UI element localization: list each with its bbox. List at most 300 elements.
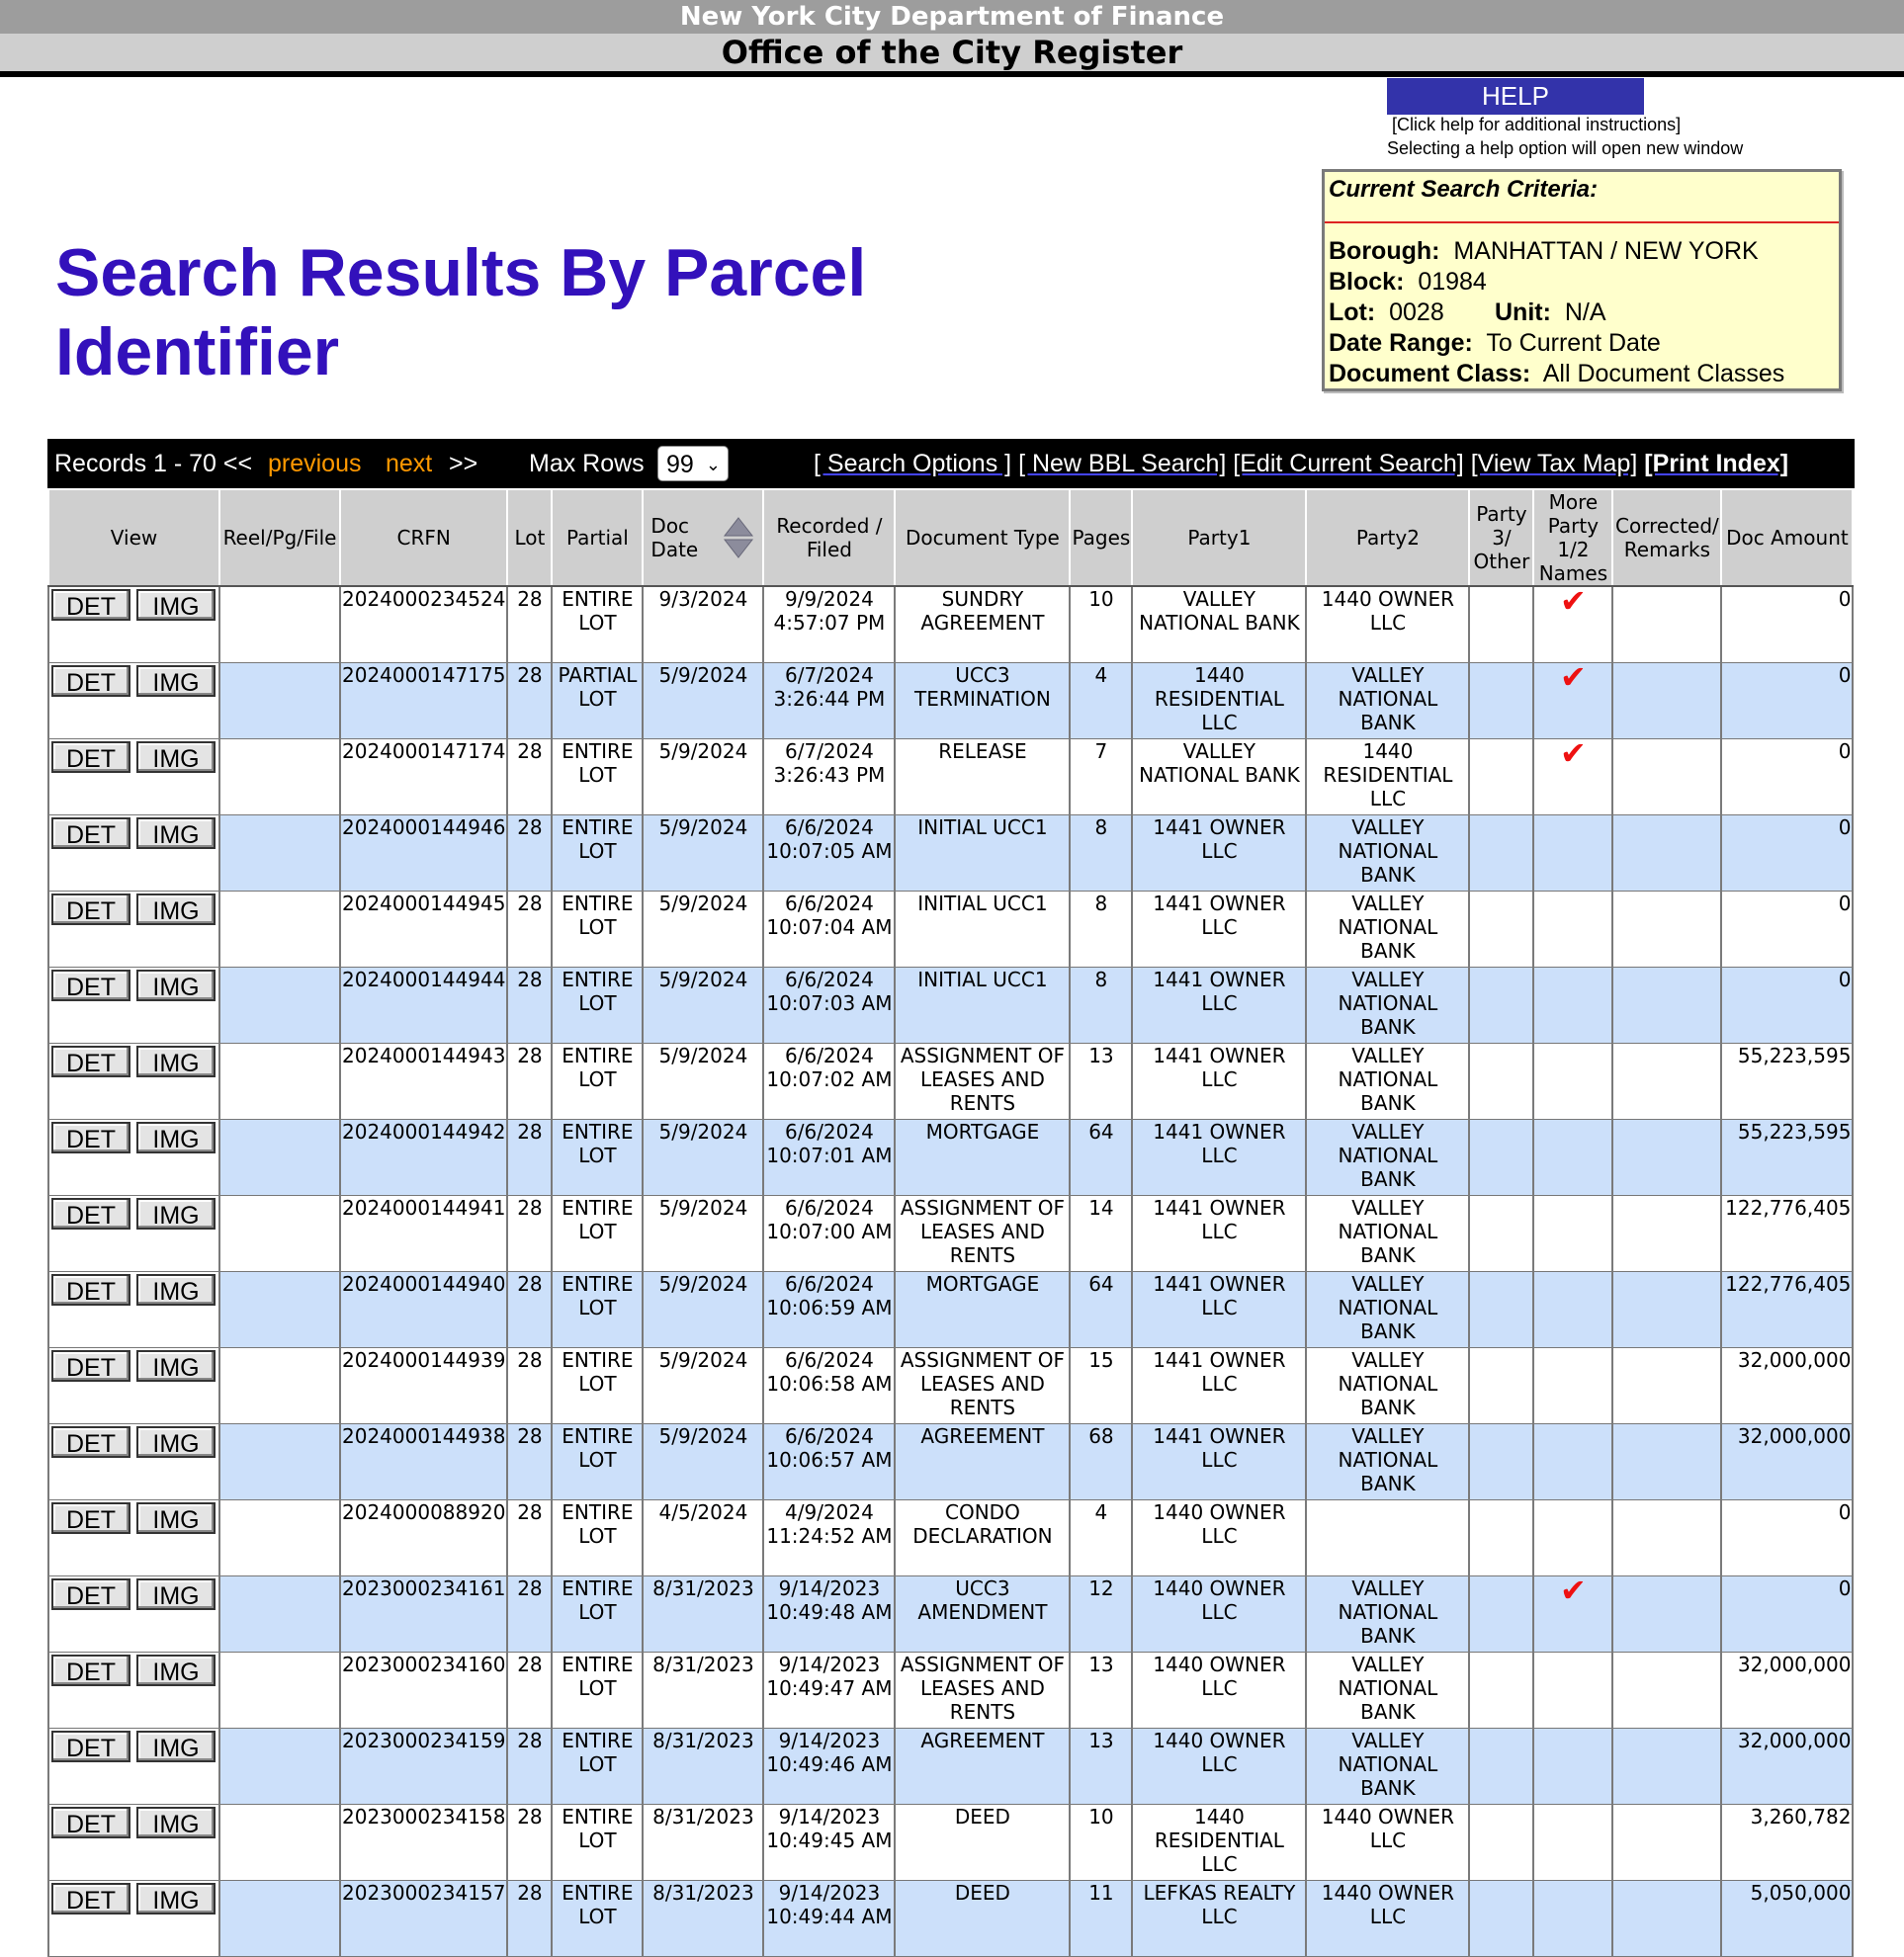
lot-cell: 28 — [507, 1348, 552, 1424]
crfn-cell: 2024000144938 — [340, 1424, 507, 1500]
doc-date-cell: 8/31/2023 — [643, 1881, 763, 1957]
more-party-names-cell — [1533, 658, 1612, 739]
doc-date-cell: 8/31/2023 — [643, 1653, 763, 1729]
party2-cell: 1440 OWNER LLC — [1306, 586, 1469, 663]
document-type-cell: AGREEMENT — [895, 1729, 1070, 1805]
view-cell — [48, 1120, 219, 1196]
header-reel-pg-file: Reel/Pg/File — [219, 489, 340, 586]
party2-cell: 1440 OWNER LLC — [1306, 1805, 1469, 1881]
doc-amount-cell: 0 — [1721, 968, 1853, 1044]
lot-cell: 28 — [507, 586, 552, 663]
next-arrows[interactable]: >> — [449, 450, 478, 477]
lot-cell: 28 — [507, 663, 552, 739]
header-more-party-names: More Party 1/2 Names — [1533, 489, 1612, 586]
table-row — [48, 1881, 1853, 1957]
borough-label: Borough: — [1329, 237, 1440, 265]
more-party-names-cell — [1533, 1120, 1612, 1196]
doc-date-cell: 9/3/2024 — [643, 586, 763, 663]
view-cell — [48, 1348, 219, 1424]
header-party3-other: Party 3/ Other — [1469, 489, 1533, 586]
crfn-cell: 2024000234524 — [340, 586, 507, 663]
doc-amount-cell: 5,050,000 — [1721, 1881, 1853, 1957]
party3-cell — [1469, 1881, 1533, 1957]
lot-cell: 28 — [507, 739, 552, 815]
doc-amount-cell: 0 — [1721, 739, 1853, 815]
document-type-cell: ASSIGNMENT OF LEASES AND RENTS — [895, 1196, 1070, 1272]
search-options-link[interactable]: [ Search Options ] — [814, 450, 1012, 477]
party3-cell — [1469, 1653, 1533, 1729]
document-class-label: Document Class: — [1329, 360, 1531, 387]
document-type-cell: DEED — [895, 1805, 1070, 1881]
criteria-block — [1329, 268, 1487, 297]
img-button[interactable]: IMG — [136, 1198, 216, 1230]
det-button[interactable]: DET — [51, 1426, 130, 1458]
more-party-names-cell — [1533, 1805, 1612, 1881]
corrected-remarks-cell — [1612, 739, 1721, 815]
party2-cell: VALLEY NATIONAL BANK — [1306, 1653, 1469, 1729]
pages-cell: 10 — [1070, 586, 1132, 663]
more-party-names-cell — [1533, 1653, 1612, 1729]
max-rows-label: Max Rows — [529, 450, 645, 477]
view-cell — [48, 1500, 219, 1576]
lot-cell: 28 — [507, 1576, 552, 1653]
doc-date-cell: 5/9/2024 — [643, 1120, 763, 1196]
more-party-names-cell — [1533, 1196, 1612, 1272]
doc-date-cell: 8/31/2023 — [643, 1805, 763, 1881]
document-type-cell: ASSIGNMENT OF LEASES AND RENTS — [895, 1348, 1070, 1424]
next-link[interactable]: next — [386, 450, 433, 477]
recorded-filed-cell: 6/7/2024 3:26:44 PM — [763, 663, 895, 739]
party3-cell — [1469, 1424, 1533, 1500]
max-rows-select[interactable] — [657, 446, 729, 481]
more-party-names-cell — [1533, 734, 1612, 815]
party2-cell: VALLEY NATIONAL BANK — [1306, 1044, 1469, 1120]
party3-cell — [1469, 1196, 1533, 1272]
view-cell — [48, 1653, 219, 1729]
party1-cell: VALLEY NATIONAL BANK — [1132, 739, 1306, 815]
party1-cell: 1441 OWNER LLC — [1132, 968, 1306, 1044]
det-button[interactable]: DET — [51, 1198, 130, 1230]
document-type-cell: UCC3 AMENDMENT — [895, 1576, 1070, 1653]
doc-amount-cell: 122,776,405 — [1721, 1196, 1853, 1272]
borough-value: MANHATTAN / NEW YORK — [1453, 237, 1759, 265]
more-party-names-cell — [1533, 1272, 1612, 1348]
img-button[interactable]: IMG — [136, 1655, 216, 1686]
lot-cell: 28 — [507, 1805, 552, 1881]
det-button[interactable]: DET — [51, 665, 130, 697]
crfn-cell: 2023000234158 — [340, 1805, 507, 1881]
partial-cell: ENTIRE LOT — [552, 1500, 643, 1576]
recorded-filed-cell: 6/6/2024 10:06:57 AM — [763, 1424, 895, 1500]
img-button[interactable]: IMG — [136, 893, 216, 925]
doc-date-cell: 8/31/2023 — [643, 1576, 763, 1653]
corrected-remarks-cell — [1612, 968, 1721, 1044]
det-button[interactable]: DET — [51, 741, 130, 773]
header-party2: Party2 — [1306, 489, 1469, 586]
img-button[interactable]: IMG — [136, 1046, 216, 1077]
corrected-remarks-cell — [1612, 663, 1721, 739]
recorded-filed-cell: 6/6/2024 10:07:02 AM — [763, 1044, 895, 1120]
crfn-cell: 2024000144943 — [340, 1044, 507, 1120]
img-button[interactable]: IMG — [136, 1426, 216, 1458]
party1-cell: 1441 OWNER LLC — [1132, 1044, 1306, 1120]
corrected-remarks-cell — [1612, 1805, 1721, 1881]
party2-cell: 1440 OWNER LLC — [1306, 1881, 1469, 1957]
header-partial: Partial — [552, 489, 643, 586]
lot-cell: 28 — [507, 1044, 552, 1120]
doc-amount-cell: 0 — [1721, 892, 1853, 968]
party1-cell: VALLEY NATIONAL BANK — [1132, 586, 1306, 663]
header-lot: Lot — [507, 489, 552, 586]
det-button[interactable]: DET — [51, 970, 130, 1001]
party1-cell: 1440 OWNER LLC — [1132, 1500, 1306, 1576]
criteria-date-range — [1329, 329, 1661, 358]
pages-cell: 13 — [1070, 1044, 1132, 1120]
toolbar-links — [814, 439, 1788, 488]
crfn-cell: 2024000144940 — [340, 1272, 507, 1348]
doc-amount-cell: 0 — [1721, 1576, 1853, 1653]
view-tax-map-link[interactable]: [View Tax Map] — [1470, 450, 1638, 477]
block-value: 01984 — [1418, 268, 1487, 296]
det-button[interactable]: DET — [51, 1122, 130, 1153]
party2-cell: VALLEY NATIONAL BANK — [1306, 1576, 1469, 1653]
party1-cell: 1441 OWNER LLC — [1132, 1348, 1306, 1424]
crfn-cell: 2023000234159 — [340, 1729, 507, 1805]
partial-cell: ENTIRE LOT — [552, 739, 643, 815]
party1-cell: 1440 OWNER LLC — [1132, 1653, 1306, 1729]
criteria-divider — [1325, 221, 1839, 223]
table-row — [48, 739, 1853, 815]
img-button[interactable]: IMG — [136, 970, 216, 1001]
doc-amount-cell: 32,000,000 — [1721, 1653, 1853, 1729]
partial-cell: ENTIRE LOT — [552, 1653, 643, 1729]
lot-label: Lot: — [1329, 298, 1376, 326]
recorded-filed-cell: 9/14/2023 10:49:46 AM — [763, 1729, 895, 1805]
header-divider — [0, 71, 1904, 77]
partial-cell: ENTIRE LOT — [552, 1424, 643, 1500]
pages-cell: 13 — [1070, 1729, 1132, 1805]
img-button[interactable]: IMG — [136, 1883, 216, 1914]
more-party-names-cell — [1533, 1348, 1612, 1424]
pages-cell: 7 — [1070, 739, 1132, 815]
header-doc-date[interactable] — [643, 489, 763, 586]
view-cell — [48, 1196, 219, 1272]
table-row — [48, 1729, 1853, 1805]
view-cell — [48, 739, 219, 815]
det-button[interactable]: DET — [51, 1578, 130, 1610]
table-row — [48, 1196, 1853, 1272]
doc-date-cell: 5/9/2024 — [643, 1348, 763, 1424]
pages-cell: 14 — [1070, 1196, 1132, 1272]
pages-cell: 64 — [1070, 1272, 1132, 1348]
view-cell — [48, 815, 219, 892]
more-party-names-cell — [1533, 815, 1612, 892]
new-bbl-search-link[interactable]: [ New BBL Search] — [1018, 450, 1227, 477]
doc-amount-cell: 122,776,405 — [1721, 1272, 1853, 1348]
document-class-value: All Document Classes — [1542, 360, 1785, 387]
document-type-cell: INITIAL UCC1 — [895, 968, 1070, 1044]
records-count: Records 1 - 70 << — [54, 450, 253, 477]
partial-cell: PARTIAL LOT — [552, 663, 643, 739]
date-range-value: To Current Date — [1486, 329, 1661, 357]
doc-date-cell: 5/9/2024 — [643, 815, 763, 892]
crfn-cell: 2024000144941 — [340, 1196, 507, 1272]
party2-cell: VALLEY NATIONAL BANK — [1306, 663, 1469, 739]
img-button[interactable]: IMG — [136, 1502, 216, 1534]
reel-pg-file-cell — [219, 586, 340, 663]
recorded-filed-cell: 9/9/2024 4:57:07 PM — [763, 586, 895, 663]
party2-cell: VALLEY NATIONAL BANK — [1306, 1729, 1469, 1805]
doc-amount-cell: 32,000,000 — [1721, 1348, 1853, 1424]
partial-cell: ENTIRE LOT — [552, 1576, 643, 1653]
criteria-document-class — [1329, 360, 1784, 388]
img-button[interactable]: IMG — [136, 1122, 216, 1153]
crfn-cell: 2024000144942 — [340, 1120, 507, 1196]
doc-date-cell: 4/5/2024 — [643, 1500, 763, 1576]
pages-cell: 10 — [1070, 1805, 1132, 1881]
party1-cell: 1440 RESIDENTIAL LLC — [1132, 1805, 1306, 1881]
party3-cell — [1469, 1120, 1533, 1196]
img-button[interactable]: IMG — [136, 741, 216, 773]
det-button[interactable]: DET — [51, 893, 130, 925]
party1-cell: 1441 OWNER LLC — [1132, 815, 1306, 892]
lot-cell: 28 — [507, 1653, 552, 1729]
crfn-cell: 2024000088920 — [340, 1500, 507, 1576]
search-criteria-box — [1322, 169, 1842, 391]
det-button[interactable]: DET — [51, 1274, 130, 1306]
corrected-remarks-cell — [1612, 1424, 1721, 1500]
corrected-remarks-cell — [1612, 1653, 1721, 1729]
partial-cell: ENTIRE LOT — [552, 1044, 643, 1120]
pages-cell: 8 — [1070, 815, 1132, 892]
reel-pg-file-cell — [219, 1348, 340, 1424]
party1-cell: 1440 OWNER LLC — [1132, 1576, 1306, 1653]
print-index-link[interactable]: [Print Index] — [1644, 450, 1789, 477]
reel-pg-file-cell — [219, 892, 340, 968]
more-party-names-cell — [1533, 1500, 1612, 1576]
view-cell — [48, 1272, 219, 1348]
recorded-filed-cell: 9/14/2023 10:49:47 AM — [763, 1653, 895, 1729]
det-button[interactable]: DET — [51, 1807, 130, 1838]
view-cell — [48, 1424, 219, 1500]
view-cell — [48, 968, 219, 1044]
table-row — [48, 1272, 1853, 1348]
det-button[interactable]: DET — [51, 817, 130, 849]
det-button[interactable]: DET — [51, 589, 130, 621]
recorded-filed-cell: 4/9/2024 11:24:52 AM — [763, 1500, 895, 1576]
pages-cell: 12 — [1070, 1576, 1132, 1653]
partial-cell: ENTIRE LOT — [552, 586, 643, 663]
recorded-filed-cell: 6/6/2024 10:07:00 AM — [763, 1196, 895, 1272]
pages-cell: 13 — [1070, 1653, 1132, 1729]
reel-pg-file-cell — [219, 1120, 340, 1196]
reel-pg-file-cell — [219, 1044, 340, 1120]
recorded-filed-cell: 6/6/2024 10:07:05 AM — [763, 815, 895, 892]
recorded-filed-cell: 6/7/2024 3:26:43 PM — [763, 739, 895, 815]
img-button[interactable]: IMG — [136, 1578, 216, 1610]
criteria-title: Current Search Criteria: — [1329, 176, 1599, 203]
party3-cell — [1469, 815, 1533, 892]
results-table — [47, 488, 1854, 1957]
lot-cell: 28 — [507, 1500, 552, 1576]
partial-cell: ENTIRE LOT — [552, 1272, 643, 1348]
lot-cell: 28 — [507, 1196, 552, 1272]
crfn-cell: 2023000234160 — [340, 1653, 507, 1729]
view-cell — [48, 1044, 219, 1120]
recorded-filed-cell: 6/6/2024 10:07:03 AM — [763, 968, 895, 1044]
page-title: Search Results By Parcel Identifier — [55, 235, 867, 389]
table-row — [48, 586, 1853, 663]
det-button[interactable]: DET — [51, 1731, 130, 1762]
lot-value: 0028 — [1389, 298, 1444, 326]
checkmark-icon: ✔ — [1560, 582, 1587, 620]
lot-cell: 28 — [507, 968, 552, 1044]
lot-cell: 28 — [507, 1272, 552, 1348]
reel-pg-file-cell — [219, 1500, 340, 1576]
table-header-row — [48, 489, 1853, 586]
corrected-remarks-cell — [1612, 892, 1721, 968]
reel-pg-file-cell — [219, 1653, 340, 1729]
party3-cell — [1469, 1729, 1533, 1805]
img-button[interactable]: IMG — [136, 1274, 216, 1306]
crfn-cell: 2024000147174 — [340, 739, 507, 815]
party1-cell: 1441 OWNER LLC — [1132, 1424, 1306, 1500]
crfn-cell: 2024000147175 — [340, 663, 507, 739]
document-type-cell: DEED — [895, 1881, 1070, 1957]
party3-cell — [1469, 968, 1533, 1044]
corrected-remarks-cell — [1612, 1272, 1721, 1348]
corrected-remarks-cell — [1612, 1576, 1721, 1653]
view-cell — [48, 586, 219, 663]
checkmark-icon: ✔ — [1560, 734, 1587, 772]
crfn-cell: 2024000144945 — [340, 892, 507, 968]
more-party-names-cell — [1533, 892, 1612, 968]
help-window-note: Selecting a help option will open new window — [1387, 138, 1744, 158]
img-button[interactable]: IMG — [136, 1350, 216, 1382]
party2-cell: 1440 RESIDENTIAL LLC — [1306, 739, 1469, 815]
document-type-cell: UCC3 TERMINATION — [895, 663, 1070, 739]
recorded-filed-cell: 6/6/2024 10:06:59 AM — [763, 1272, 895, 1348]
det-button[interactable]: DET — [51, 1502, 130, 1534]
corrected-remarks-cell — [1612, 1044, 1721, 1120]
recorded-filed-cell: 6/6/2024 10:07:01 AM — [763, 1120, 895, 1196]
header-doc-amount: Doc Amount — [1721, 489, 1853, 586]
reel-pg-file-cell — [219, 1272, 340, 1348]
document-type-cell: ASSIGNMENT OF LEASES AND RENTS — [895, 1044, 1070, 1120]
party3-cell — [1469, 1805, 1533, 1881]
pages-cell: 64 — [1070, 1120, 1132, 1196]
doc-date-cell: 5/9/2024 — [643, 1044, 763, 1120]
pages-cell: 11 — [1070, 1881, 1132, 1957]
previous-link[interactable]: previous — [268, 450, 362, 477]
document-type-cell: ASSIGNMENT OF LEASES AND RENTS — [895, 1653, 1070, 1729]
header-crfn: CRFN — [340, 489, 507, 586]
recorded-filed-cell: 6/6/2024 10:07:04 AM — [763, 892, 895, 968]
partial-cell: ENTIRE LOT — [552, 1196, 643, 1272]
reel-pg-file-cell — [219, 739, 340, 815]
table-row — [48, 1424, 1853, 1500]
lot-cell: 28 — [507, 1424, 552, 1500]
corrected-remarks-cell — [1612, 815, 1721, 892]
reel-pg-file-cell — [219, 815, 340, 892]
corrected-remarks-cell — [1612, 1348, 1721, 1424]
more-party-names-cell — [1533, 1044, 1612, 1120]
party1-cell: 1440 RESIDENTIAL LLC — [1132, 663, 1306, 739]
img-button[interactable]: IMG — [136, 1807, 216, 1838]
edit-current-search-link[interactable]: [Edit Current Search] — [1233, 450, 1464, 477]
date-range-label: Date Range: — [1329, 329, 1473, 357]
pages-cell: 4 — [1070, 663, 1132, 739]
view-cell — [48, 1576, 219, 1653]
party3-cell — [1469, 1272, 1533, 1348]
det-button[interactable]: DET — [51, 1883, 130, 1914]
doc-date-cell: 5/9/2024 — [643, 968, 763, 1044]
more-party-names-cell — [1533, 1729, 1612, 1805]
party2-cell: VALLEY NATIONAL BANK — [1306, 1196, 1469, 1272]
doc-date-cell: 5/9/2024 — [643, 1196, 763, 1272]
lot-cell: 28 — [507, 1881, 552, 1957]
pages-cell: 4 — [1070, 1500, 1132, 1576]
help-instructions-text: [Click help for additional instructions] — [1392, 115, 1682, 134]
criteria-lot — [1329, 298, 1444, 327]
party2-cell: VALLEY NATIONAL BANK — [1306, 815, 1469, 892]
sort-arrows-icon[interactable] — [722, 515, 755, 560]
img-button[interactable]: IMG — [136, 817, 216, 849]
party3-cell — [1469, 1044, 1533, 1120]
help-button[interactable]: HELP — [1387, 78, 1644, 115]
results-body — [48, 582, 1853, 1957]
header-party1: Party1 — [1132, 489, 1306, 586]
lot-cell: 28 — [507, 1729, 552, 1805]
party1-cell: LEFKAS REALTY LLC — [1132, 1881, 1306, 1957]
partial-cell: ENTIRE LOT — [552, 1805, 643, 1881]
party3-cell — [1469, 1500, 1533, 1576]
criteria-unit — [1495, 298, 1606, 327]
party2-cell: VALLEY NATIONAL BANK — [1306, 1424, 1469, 1500]
party3-cell — [1469, 663, 1533, 739]
img-button[interactable]: IMG — [136, 589, 216, 621]
document-type-cell: INITIAL UCC1 — [895, 892, 1070, 968]
header-pages: Pages — [1070, 489, 1132, 586]
unit-label: Unit: — [1495, 298, 1551, 326]
view-cell — [48, 1805, 219, 1881]
lot-cell: 28 — [507, 892, 552, 968]
table-row — [48, 1348, 1853, 1424]
max-rows-value: 99 — [666, 451, 694, 478]
document-type-cell: MORTGAGE — [895, 1120, 1070, 1196]
checkmark-icon: ✔ — [1560, 658, 1587, 696]
det-button[interactable]: DET — [51, 1046, 130, 1077]
img-button[interactable]: IMG — [136, 665, 216, 697]
det-button[interactable]: DET — [51, 1655, 130, 1686]
block-label: Block: — [1329, 268, 1405, 296]
office-header: Office of the City Register — [0, 34, 1904, 71]
recorded-filed-cell: 9/14/2023 10:49:44 AM — [763, 1881, 895, 1957]
more-party-names-cell — [1533, 1424, 1612, 1500]
partial-cell: ENTIRE LOT — [552, 815, 643, 892]
document-type-cell: INITIAL UCC1 — [895, 815, 1070, 892]
table-row — [48, 892, 1853, 968]
det-button[interactable]: DET — [51, 1350, 130, 1382]
table-row — [48, 1500, 1853, 1576]
table-row — [48, 815, 1853, 892]
reel-pg-file-cell — [219, 968, 340, 1044]
corrected-remarks-cell — [1612, 1881, 1721, 1957]
doc-date-cell: 8/31/2023 — [643, 1729, 763, 1805]
doc-amount-cell: 32,000,000 — [1721, 1424, 1853, 1500]
img-button[interactable]: IMG — [136, 1731, 216, 1762]
recorded-filed-cell: 9/14/2023 10:49:45 AM — [763, 1805, 895, 1881]
